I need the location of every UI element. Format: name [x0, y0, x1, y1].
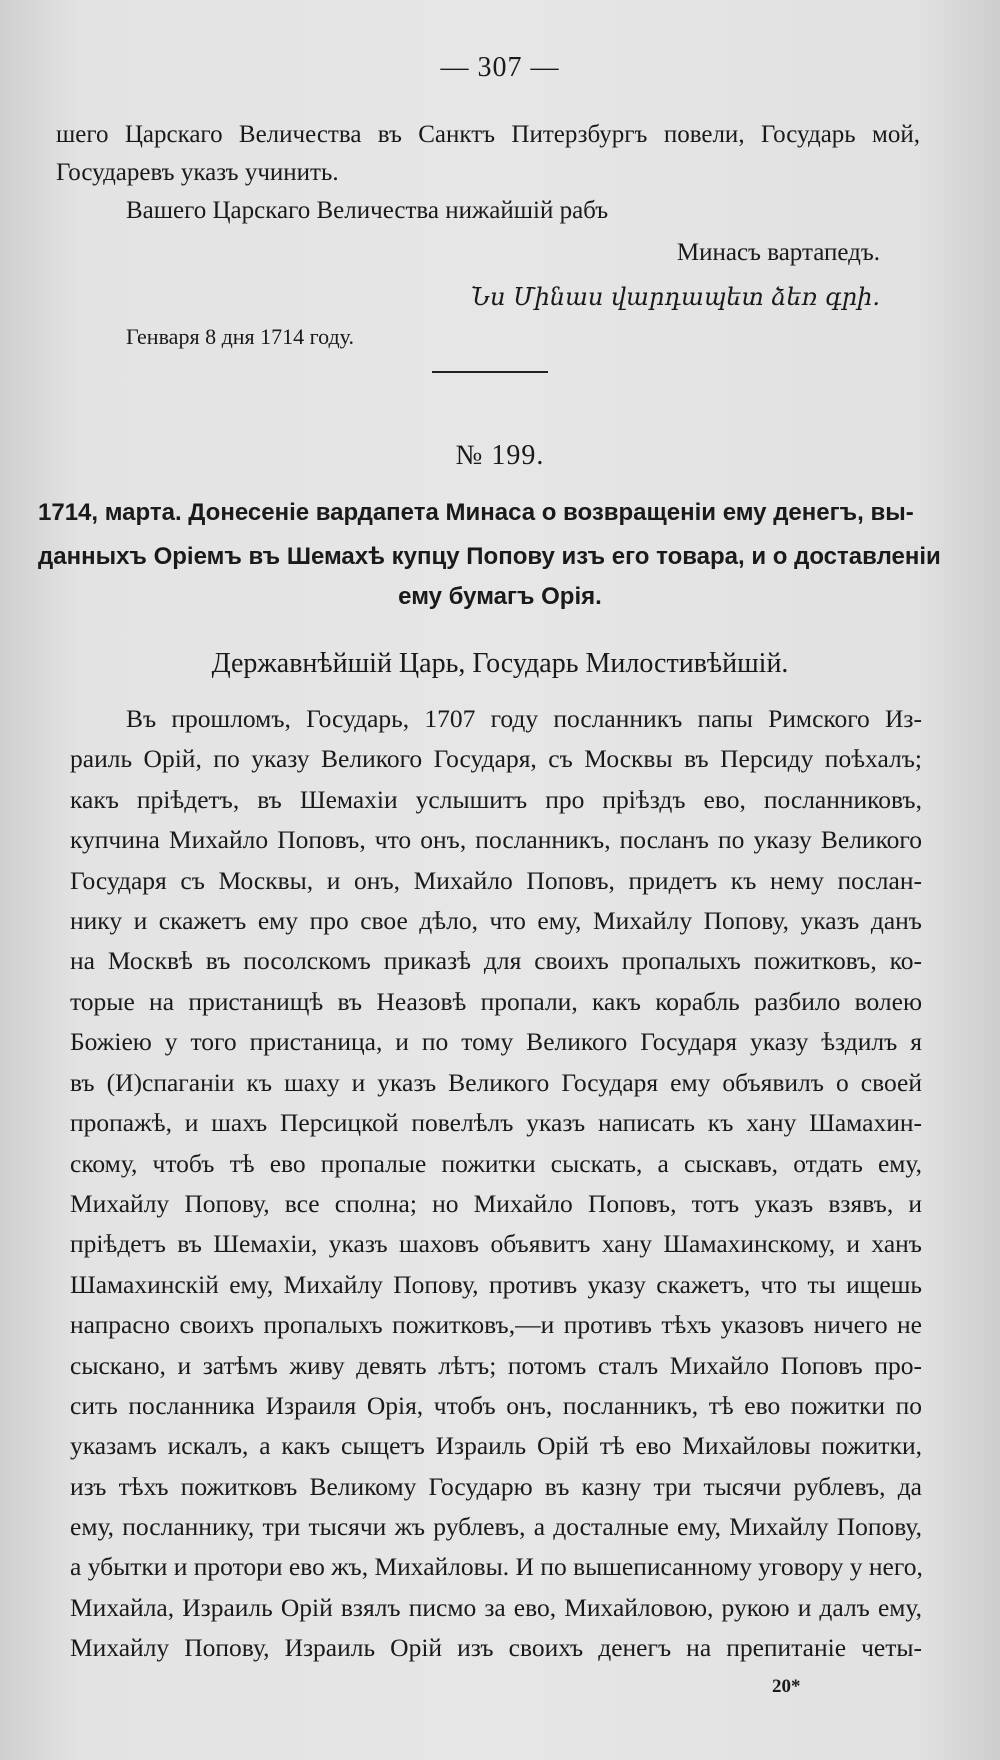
body-line: сыскано, и затѣмъ живу девять лѣтъ; потомъ сталъ Михайло Поповъ про- — [70, 1351, 922, 1380]
body-line: Государя съ Москвы, и онъ, Михайло Поповъ, придетъ къ нему послан- — [70, 866, 922, 895]
body-line: а убытки и протори ево жъ, Михайловы. И по вышеписанному уговору у него, — [70, 1552, 923, 1581]
body-line: купчина Михайло Поповъ, что онъ, посланникъ, посланъ по указу Великого — [70, 825, 922, 854]
body-line: Михайлу Попову, Израиль Орій изъ своихъ денегъ на препитаніе четы- — [70, 1633, 922, 1662]
body-line: указамъ искалъ, а какъ сыщетъ Израиль Орій тѣ ево Михайловы пожитки, — [70, 1431, 922, 1460]
document-number: № 199. — [455, 440, 545, 471]
body-line: пріѣдетъ въ Шемахіи, указъ шаховъ объявитъ хану Шамахинскому, и ханъ — [70, 1229, 922, 1258]
body-line: въ (И)спаганіи къ шаху и указъ Великого Государя ему объявилъ о своей — [70, 1068, 922, 1097]
body-line: ему, посланнику, три тысячи жъ рублевъ, а досталные ему, Михайлу Попову, — [70, 1512, 922, 1541]
body-line: напрасно своихъ пропалыхъ пожитковъ,—и противъ тѣхъ указовъ ничего не — [70, 1310, 922, 1339]
heading-line: 1714, марта. Донесеніе вардапета Минаса о возвращеніи ему денегъ, вы- — [38, 499, 914, 526]
body-line: Михайла, Израиль Орій взялъ писмо за ево, Михайловою, рукою и далъ ему, — [70, 1593, 922, 1622]
signature-mark: 20* — [772, 1676, 801, 1697]
body-line: пропажѣ, и шахъ Персицкой повелѣлъ указъ написать къ хану Шамахин- — [70, 1108, 922, 1137]
body-line: Шамахинскій ему, Михайлу Попову, противъ указу скажетъ, что ты ищешь — [70, 1270, 922, 1299]
body-line: раиль Орій, по указу Великого Государя, съ Москвы въ Персиду поѣхалъ; — [70, 744, 922, 773]
date-line: Генваря 8 дня 1714 году. — [126, 324, 354, 349]
body-line: на Москвѣ въ посолскомъ приказѣ для своихъ пропалыхъ пожитковъ, ко- — [70, 946, 922, 975]
text-line: Государевъ указъ учинить. — [56, 159, 339, 186]
salutation: Державнѣйшій Царь, Государь Милостивѣйшій. — [211, 648, 789, 679]
text-line: шего Царскаго Величества въ Санктъ Питерзбургъ повели, Государь мой, — [56, 121, 920, 148]
body-line: какъ пріѣдетъ, въ Шемахіи услышитъ про пріѣздъ ево, посланниковъ, — [70, 785, 922, 814]
body-line: нику и скажетъ ему про свое дѣло, что ему, Михайлу Попову, указъ данъ — [70, 906, 922, 935]
body-line: торые на пристанищѣ въ Неазовѣ пропали, какъ корабль разбило волею — [70, 987, 922, 1016]
section-divider — [432, 371, 548, 373]
body-line: Божіею у того пристаница, и по тому Великого Государя указу ѣздилъ я — [70, 1027, 922, 1056]
signature-armenian: Նս Մինաս վարդապետ ձեռ գրի. — [470, 283, 880, 311]
heading-line: ему бумагъ Орія. — [398, 583, 602, 610]
signature-name: Минасъ вартапедъ. — [676, 239, 880, 266]
closing-line: Вашего Царскаго Величества нижайшій рабъ — [126, 197, 609, 224]
page-number: — 307 — — [440, 52, 560, 83]
body-line: Михайлу Попову, все сполна; но Михайло Поповъ, тотъ указъ взявъ, и — [70, 1189, 922, 1218]
body-line: скому, чтобъ тѣ ево пропалые пожитки сыскать, а сыскавъ, отдать ему, — [70, 1149, 922, 1178]
body-line: сить посланника Израиля Орія, чтобъ онъ, посланникъ, тѣ ево пожитки по — [70, 1391, 922, 1420]
body-line: изъ тѣхъ пожитковъ Великому Государю въ казну три тысячи рублевъ, да — [70, 1472, 922, 1501]
body-line: Въ прошломъ, Государь, 1707 году посланникъ папы Римского Из- — [126, 704, 922, 733]
heading-line: данныхъ Оріемъ въ Шемахѣ купцу Попову изъ его товара, и о доставленіи — [38, 543, 941, 570]
